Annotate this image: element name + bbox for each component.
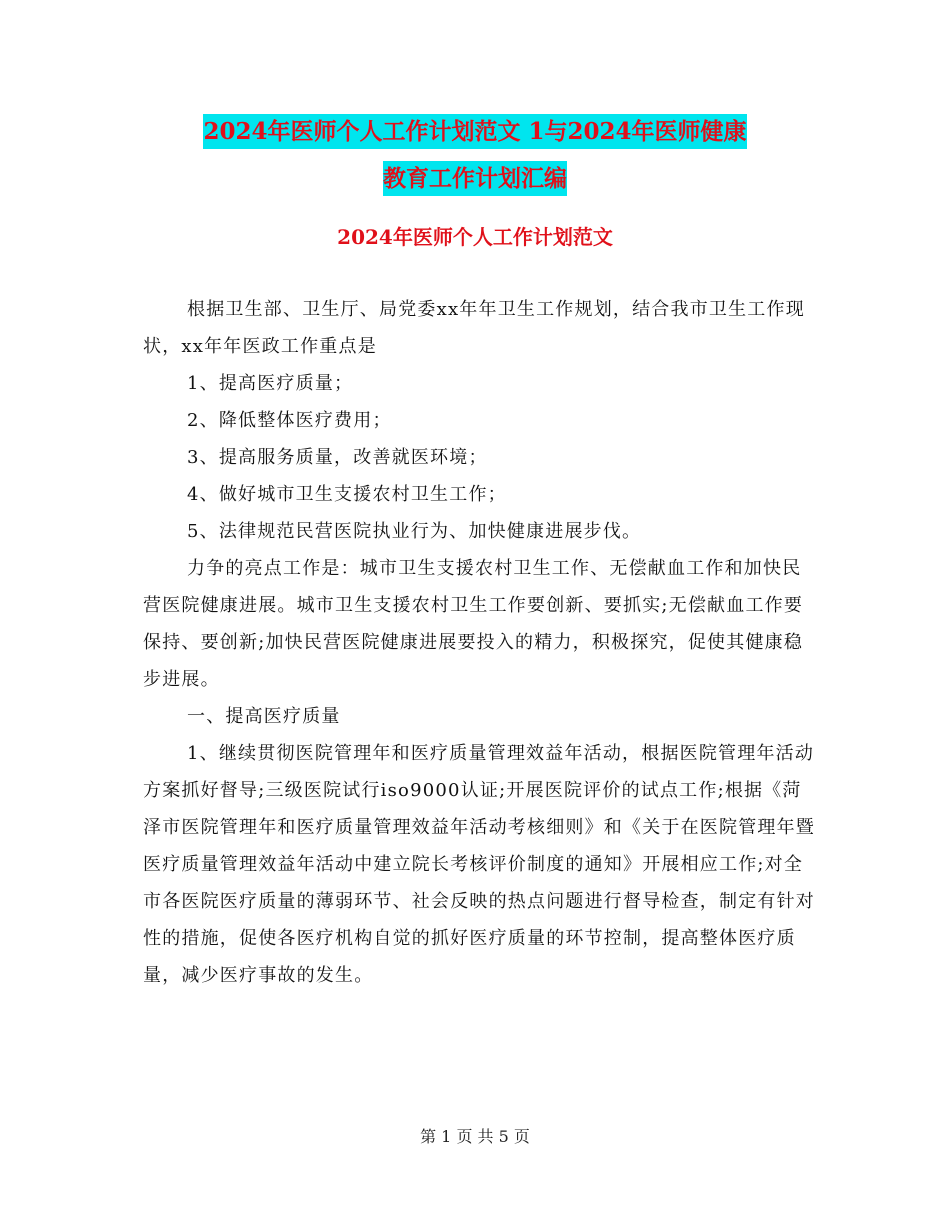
document-title [0,108,950,202]
list-item: 3、提高服务质量，改善就医环境； [187,447,488,468]
list-item: 4、做好城市卫生支援农村卫生工作； [187,484,507,505]
page-footer: 第 1 页 共 5 页 [420,1127,530,1146]
paragraph-intro: 根据卫生部、卫生厅、局党委xx年年卫生工作规划，结合我市卫生工作现状，xx年年医政工作重点是 [143,299,805,357]
paragraph-highlights: 力争的亮点工作是：城市卫生支援农村卫生工作、无偿献血工作和加快民营医院健康进展。城市卫生支援农村卫生工作要创新、要抓实;无偿献血工作要保持、要创新;加快民营医院健康进展要投入的精力，积极探究，促使其健康稳步进展。 [143,558,804,690]
title-line-1: 2024年医师个人工作计划范文 1与2024年医师健康 [203,114,746,149]
paragraph-quality: 1、继续贯彻医院管理年和医疗质量管理效益年活动，根据医院管理年活动方案抓好督导;三级医院试行iso9000认证;开展医院评价的试点工作;根据《菏泽市医院管理年和医疗质量管理效益年活动考核细则》和《关于在医院管理年暨医疗质量管理效益年活动中建立院长考核评价制度的通知》开展相应工作;对全市各医院医疗质量的薄弱环节、社会反映的热点问题进行督导检查，制定有针对性的措施，促使各医疗机构自觉的抓好医疗质量的环节控制，提高整体医疗质量，减少医疗事故的发生。 [143,743,815,986]
list-item: 5、法律规范民营医院执业行为、加快健康进展步伐。 [187,521,642,542]
document-body [143,291,819,994]
section-heading: 一、提高医疗质量 [187,706,341,727]
title-line-2: 教育工作计划汇编 [383,161,567,196]
list-item: 1、提高医疗质量； [187,373,354,394]
section-title: 2024年医师个人工作计划范文 [337,225,613,249]
list-item: 2、降低整体医疗费用； [187,410,392,431]
